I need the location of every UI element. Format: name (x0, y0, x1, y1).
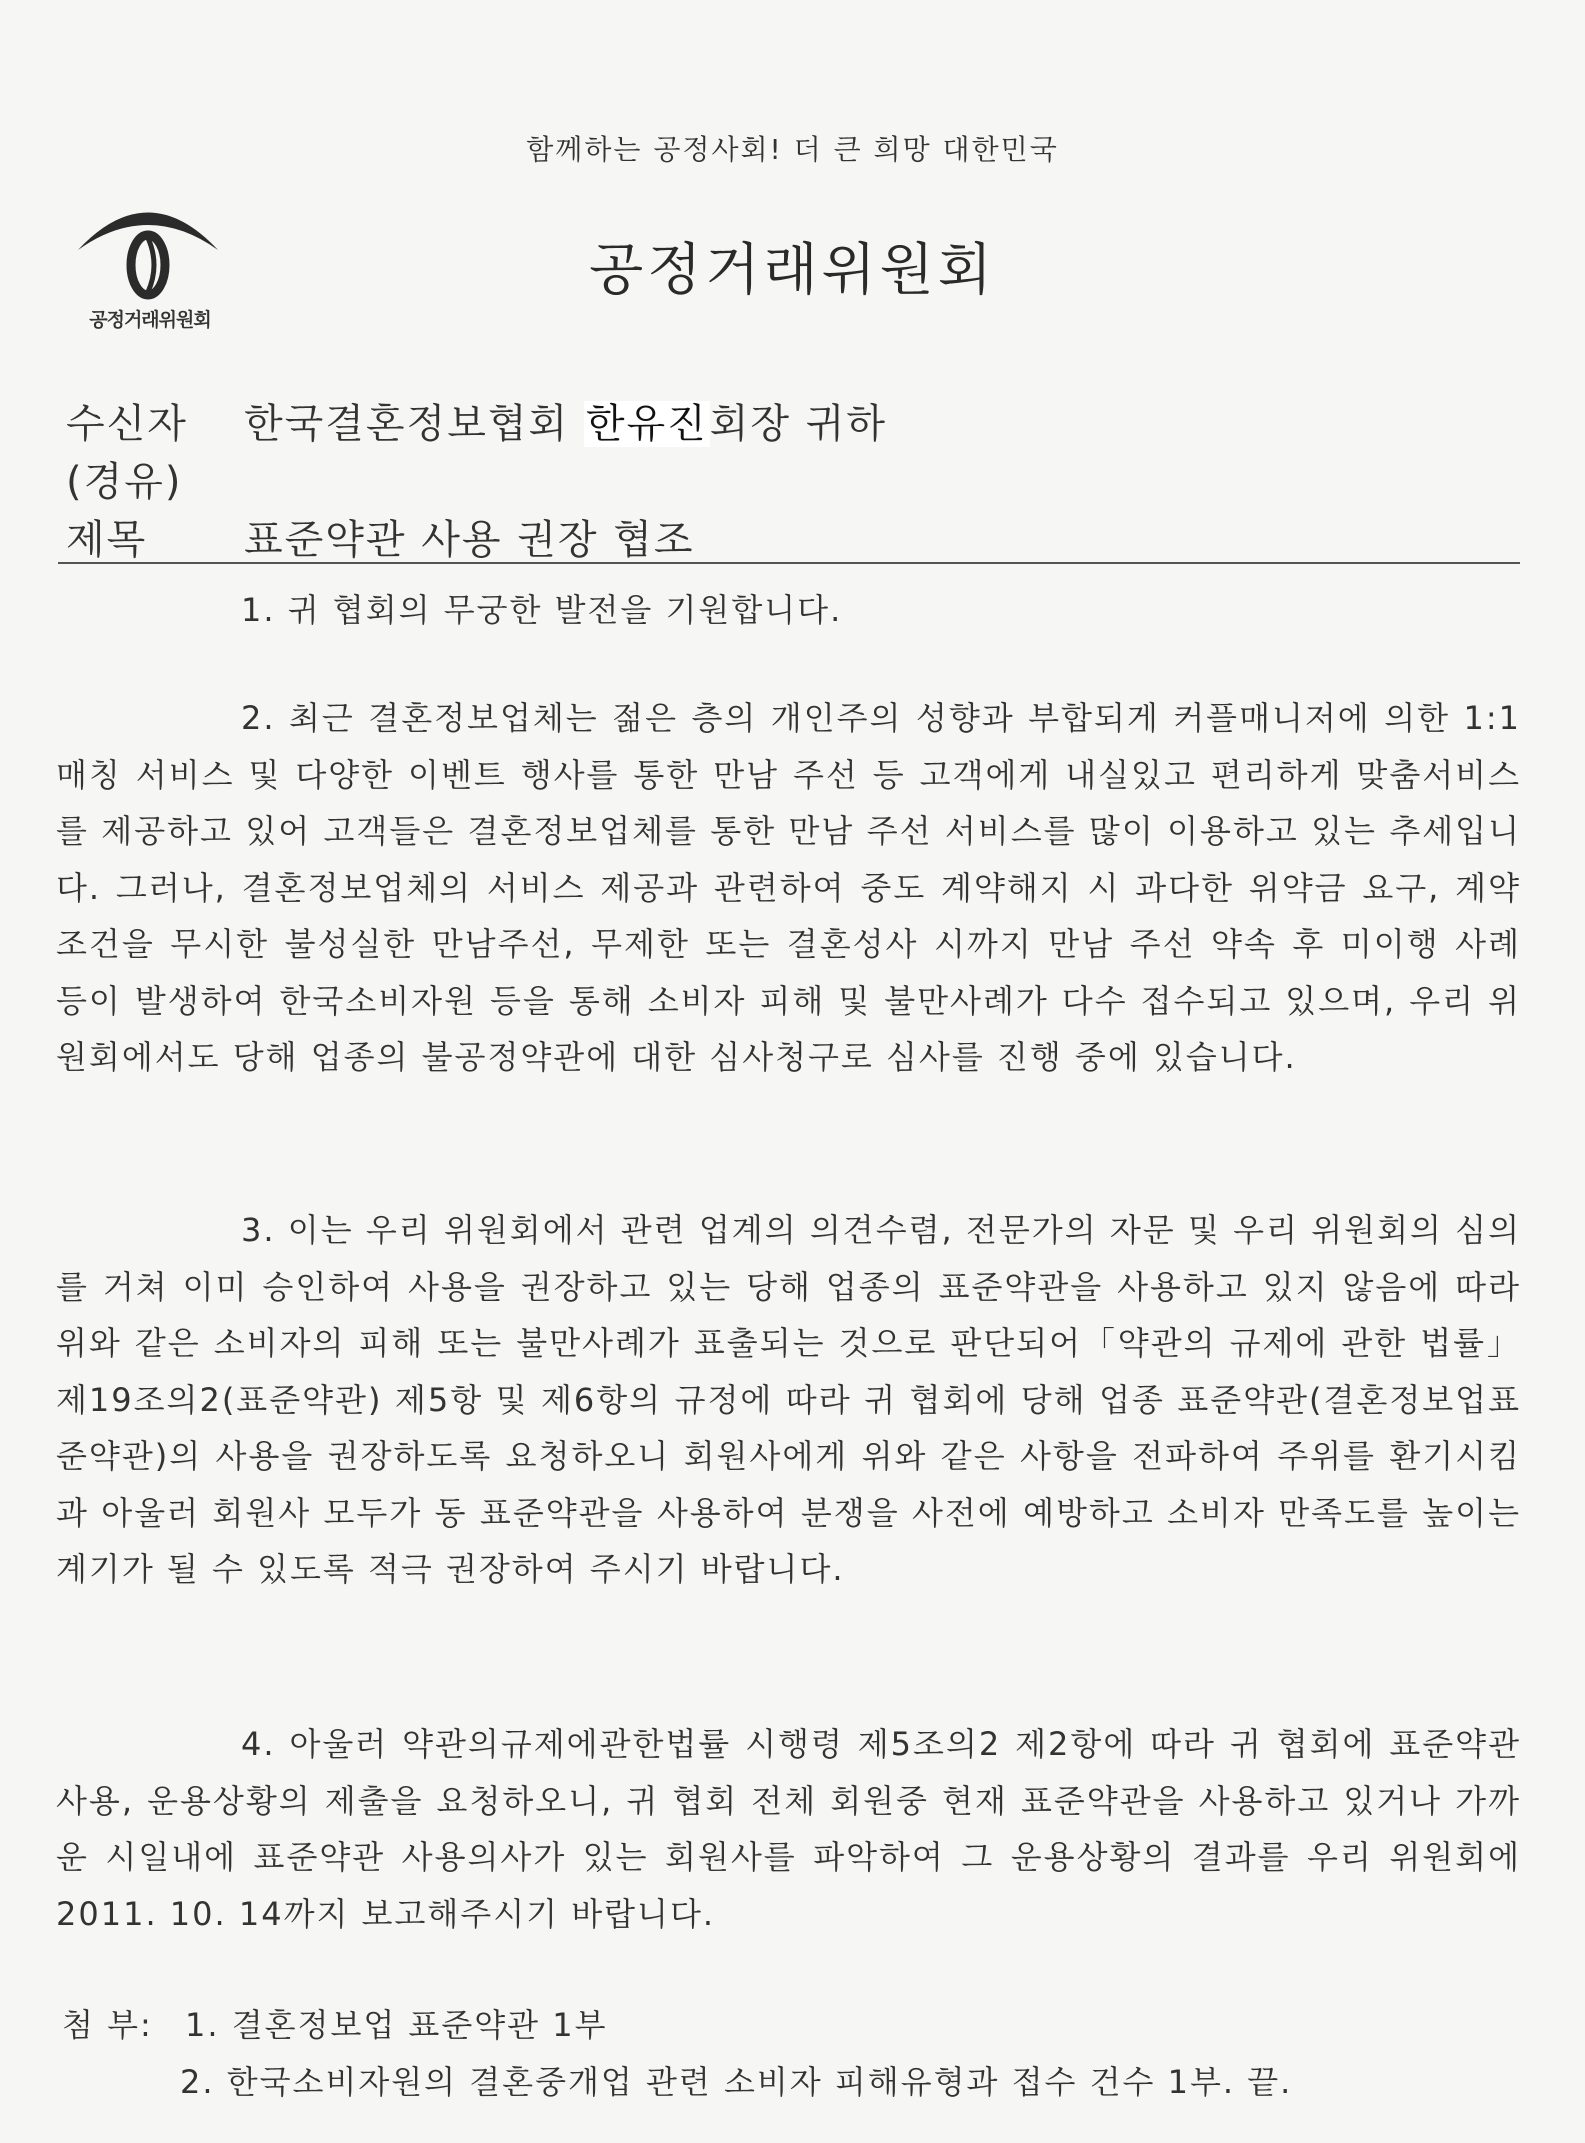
attachment-item-2: 2. 한국소비자원의 결혼중개업 관련 소비자 피해유형과 접수 건수 1부. 끝. (180, 2063, 1293, 2101)
recipient-value (244, 392, 887, 449)
paragraph-3-text: 3. 이는 우리 위원회에서 관련 업계의 의견수렴, 전문가의 자문 및 우리 위원회의 심의를 거쳐 이미 승인하여 사용을 권장하고 있는 당해 업종의 표준약관을 사용하고 있지 않음에 따라 위와 같은 소비자의 피해 또는 불만사례가 표출되는 것으로 판단되어「약관의 규제에 관한 법률」제19조의2(표준약관) 제5항 및 제6항의 규정에 따라 귀 협회에 당해 업종 표준약관(결혼정보업표준약관)의 사용을 권장하도록 요청하오니 회원사에게 위와 같은 사항을 전파하여 주위를 환기시킴과 아울러 회원사 모두가 동 표준약관을 사용하여 분쟁을 사전에 예방하고 소비자 만족도를 높이는 계기가 될 수 있도록 적극 권장하여 주시기 바랍니다. (56, 1211, 1521, 1588)
recipient-label: 수신자 (66, 401, 188, 447)
slogan: 함께하는 공정사회! 더 큰 희망 대한민국 (526, 133, 1059, 166)
attachment-2 (180, 2057, 1292, 2103)
organization-title: 공정거래위원회 (589, 238, 996, 303)
recipient-org: 한국결혼정보협회 (244, 401, 584, 447)
attachment-item-1: 1. 결혼정보업 표준약관 1부 (185, 2006, 608, 2044)
subject-value: 표준약관 사용 권장 협조 (244, 517, 695, 563)
paragraph-2 (56, 690, 1521, 1086)
paragraph-4 (56, 1716, 1521, 1942)
paragraph-3 (56, 1202, 1521, 1598)
attachment-label: 첨 부: (62, 2006, 153, 2044)
paragraph-2-text: 2. 최근 결혼정보업체는 젊은 층의 개인주의 성향과 부합되게 커플매니저에 의한 1:1 매칭 서비스 및 다양한 이벤트 행사를 통한 만남 주선 등 고객에게 내실있고 편리하게 맞춤서비스를 제공하고 있어 고객들은 결혼정보업체를 통한 만남 주선 서비스를 많이 이용하고 있는 추세입니다. 그러나, 결혼정보업체의 서비스 제공과 관련하여 중도 계약해지 시 과다한 위약금 요구, 계약조건을 무시한 불성실한 만남주선, 무제한 또는 결혼성사 시까지 만남 주선 약속 후 미이행 사례 등이 발생하여 한국소비자원 등을 통해 소비자 피해 및 불만사례가 다수 접수되고 있으며, 우리 위원회에서도 당해 업종의 불공정약관에 대한 심사청구로 심사를 진행 중에 있습니다. (56, 699, 1521, 1076)
via-label: (경유) (66, 459, 183, 505)
logo-caption: 공정거래위원회 (89, 309, 211, 331)
paragraph-4-text: 4. 아울러 약관의규제에관한법률 시행령 제5조의2 제2항에 따라 귀 협회에 표준약관 사용, 운용상황의 제출을 요청하오니, 귀 협회 전체 회원중 현재 표준약관을 사용하고 있거나 가까운 시일내에 표준약관 사용의사가 있는 회원사를 파악하여 그 운용상황의 결과를 우리 위원회에 2011. 10. 14까지 보고해주시기 바랍니다. (56, 1725, 1521, 1933)
header-divider (58, 562, 1520, 564)
attachment-1 (62, 2000, 608, 2046)
recipient-suffix: 회장 귀하 (709, 401, 888, 447)
paragraph-1 (56, 582, 1521, 639)
subject-label: 제목 (66, 517, 148, 563)
paragraph-1-text: 1. 귀 협회의 무궁한 발전을 기원합니다. (241, 591, 843, 629)
recipient-name: 한유진 (585, 401, 708, 447)
